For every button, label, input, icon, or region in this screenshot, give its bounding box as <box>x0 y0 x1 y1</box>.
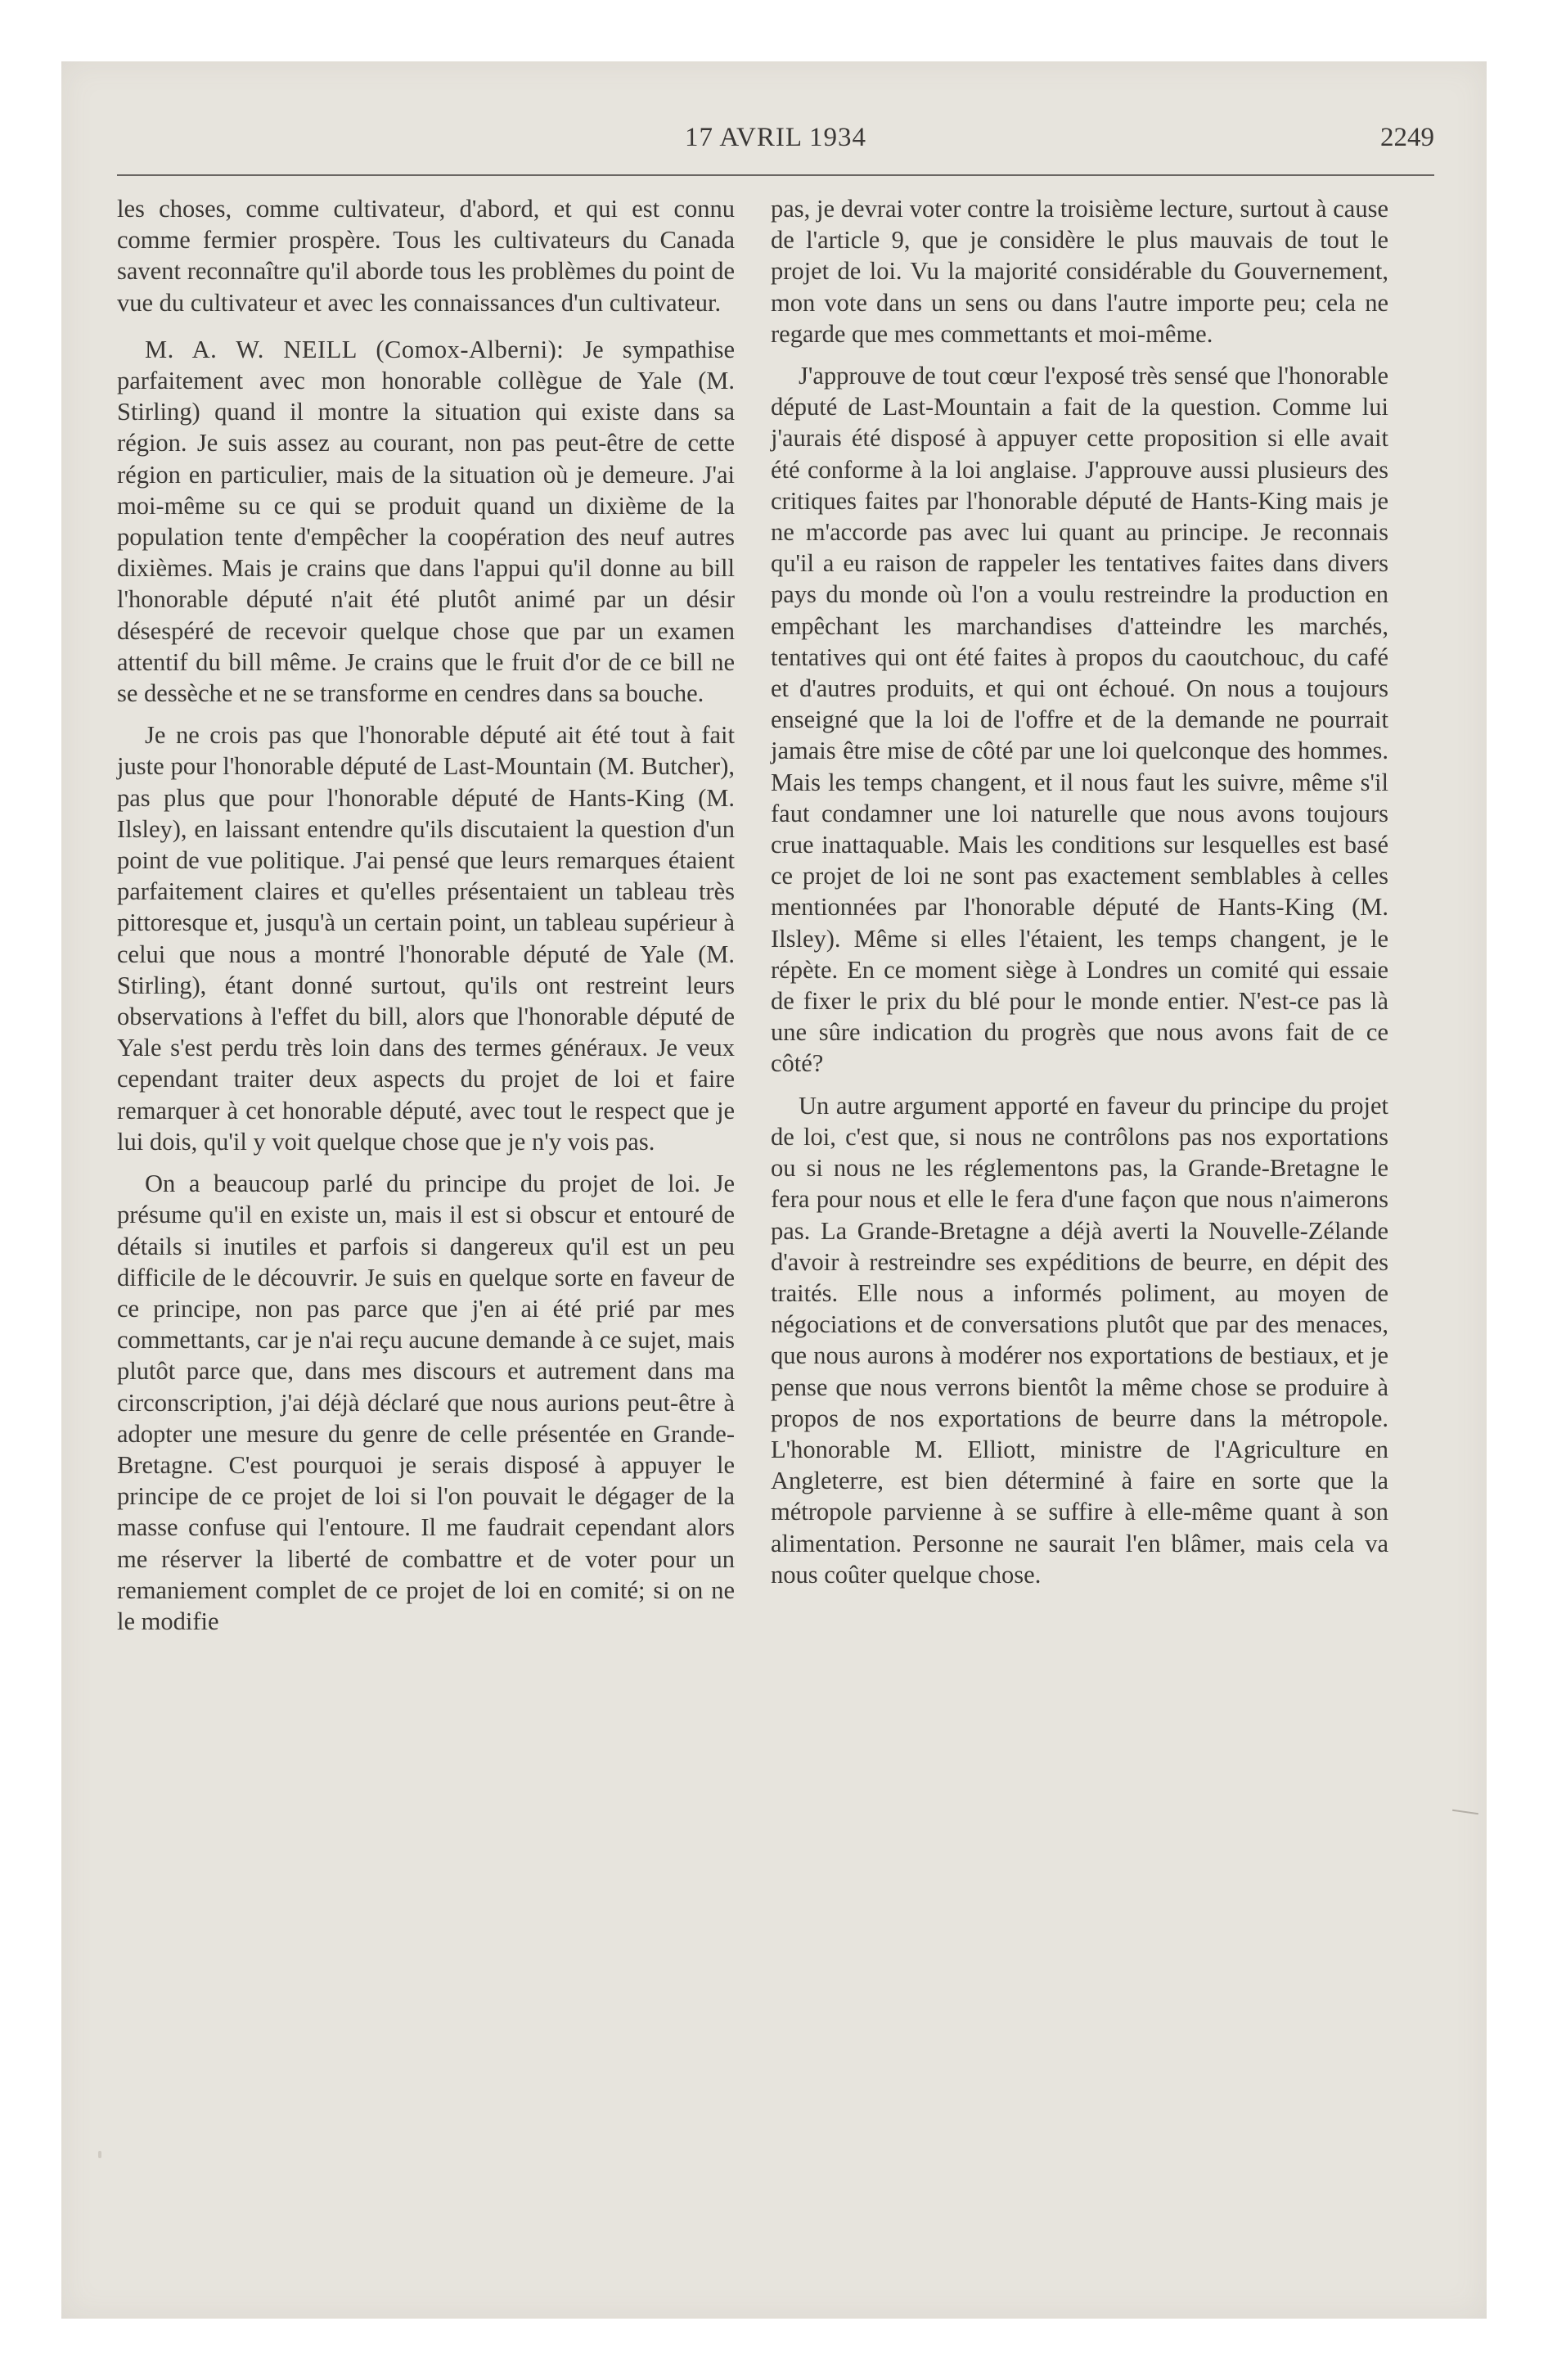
right-column <box>771 193 1388 1590</box>
header-date: 17 AVRIL 1934 <box>684 123 867 152</box>
header-rule <box>117 174 1434 176</box>
speaker-name: M. A. W. NEILL (Comox-Alberni): <box>145 335 565 363</box>
page-header <box>117 123 1434 160</box>
left-paragraph-1: les choses, comme cultivateur, d'abord, et qui est connu comme fermier prospère. Tous les cultivateurs du Canada savent reconnaître qu'il aborde tous les problèmes du point de vue du cultivateur et avec les connaissances d'un cultivateur. <box>117 195 735 317</box>
paper-spot <box>98 2151 101 2158</box>
left-column <box>117 193 735 1637</box>
speech-text: Je sympathise parfaitement avec mon honorable collègue de Yale (M. Stirling) quand il montre la situation qui existe dans sa région. Je suis assez au courant, non pas peut-être de cette région en particulier, mais de la situation où je demeure. J'ai moi-même su ce qui se produit quand un dixième de la population tente d'empêcher la coopération des neuf autres dixièmes. Mais je crains que dans l'appui qu'il donne au bill l'honorable député n'ait été plutôt animé par un désir désespéré de recevoir quelque chose que par un examen attentif du bill même. Je crains que le fruit d'or de ce bill ne se dessèche et ne se transforme en cendres dans sa bouche. <box>117 335 735 708</box>
right-paragraph-3: Un autre argument apporté en faveur du principe du projet de loi, c'est que, si nous ne contrôlons pas nos exportations ou si nous ne les réglementons pas, la Grande-Bretagne le fera pour nous et elle le fera d'une façon que nous n'aimerons pas. La Grande-Bretagne a déjà averti la Nouvelle-Zélande d'avoir à restreindre ses expéditions de beurre, en dépit des traités. Elle nous a informés poliment, au moyen de négociations et de conversations plutôt que par des menaces, que nous aurons à modérer nos exportations de bestiaux, et je pense que nous verrons bientôt la même chose se produire à propos de nos exportations de beurre dans la métropole. L'honorable M. Elliott, ministre de l'Agriculture en Angleterre, est bien déterminé à faire en sorte que la métropole parvienne à se suffire à elle-même quant à son alimentation. Personne ne saurait l'en blâmer, mais cela va nous coûter quelque chose. <box>771 1091 1388 1589</box>
right-paragraph-1: pas, je devrai voter contre la troisième lecture, surtout à cause de l'article 9, que je considère le plus mauvais de tout le projet de loi. Vu la majorité considérable du Gouvernement, mon vote dans un sens ou dans l'autre importe peu; cela ne regarde que mes commettants et moi-même. <box>771 195 1388 348</box>
page-number: 2249 <box>1380 123 1434 152</box>
left-paragraph-3: Je ne crois pas que l'honorable député ait été tout à fait juste pour l'honorable député de Last-Mountain (M. Butcher), pas plus que pour l'honorable député de Hants-King (M. Ilsley), en laissant entendre qu'ils discutaient la question d'un point de vue politique. J'ai pensé que leurs remarques étaient parfaitement claires et qu'elles présentaient un tableau très pittoresque et, jusqu'à un certain point, un tableau supérieur à celui que nous a montré l'honorable député de Yale (M. Stirling), étant donné surtout, qu'ils ont restreint leurs observations à l'effet du bill, alors que l'honorable député de Yale s'est perdu très loin dans des termes généraux. Je veux cependant traiter deux aspects du projet de loi et faire remarquer à cet honorable député, avec tout le respect que je lui dois, qu'il y voit quelque chose que je n'y vois pas. <box>117 721 735 1156</box>
right-paragraph-2: J'approuve de tout cœur l'exposé très sensé que l'honorable député de Last-Mountain a fait de la question. Comme lui j'aurais été disposé à appuyer cette proposition si elle avait été conforme à la loi anglaise. J'approuve aussi plusieurs des critiques faites par l'honorable député de Hants-King mais je ne m'accorde pas avec lui quant au principe. Je reconnais qu'il a eu raison de rappeler les tentatives faites dans divers pays du monde où l'on a voulu restreindre la production en empêchant les marchandises d'atteindre les marchés, tentatives qui ont été faites à propos du caoutchouc, du café et d'autres produits, et qui ont échoué. On nous a toujours enseigné que la loi de l'offre et de la demande ne pourrait jamais être mise de côté par une loi quelconque des hommes. Mais les temps changent, et il nous faut les suivre, même s'il faut condamner une loi naturelle que nous avons toujours crue inattaquable. Mais les conditions sur lesquelles est basé ce projet de loi ne sont pas exactement semblables à celles mentionnées par l'honorable député de Hants-King (M. Ilsley). Même si elles l'étaient, les temps changent, je le répète. En ce moment siège à Londres un comité qui essaie de fixer le prix du blé pour le monde entier. N'est-ce pas là une sûre indication du progrès que nous avons fait de ce côté? <box>771 362 1388 1078</box>
left-paragraph-4: On a beaucoup parlé du principe du projet de loi. Je présume qu'il en existe un, mais il est si obscur et entouré de détails si inutiles et parfois si dangereux qu'il est un peu difficile de le découvrir. Je suis en quelque sorte en faveur de ce principe, non pas parce que j'en ai été prié par mes commettants, car je n'ai reçu aucune demande à ce sujet, mais plutôt parce que, dans mes discours et autrement dans ma circonscription, j'ai déjà déclaré que nous aurions peut-être à adopter une mesure du genre de celle présentée en Grande-Bretagne. C'est pourquoi je serais disposé à appuyer le principe de ce projet de loi si l'on pouvait le dégager de la masse confuse qui l'entoure. Il me faudrait cependant alors me réserver la liberté de combattre et de voter pour un remaniement complet de ce projet de loi en comité; si on ne le modifie <box>117 1170 735 1635</box>
left-paragraph-2 <box>117 334 735 709</box>
